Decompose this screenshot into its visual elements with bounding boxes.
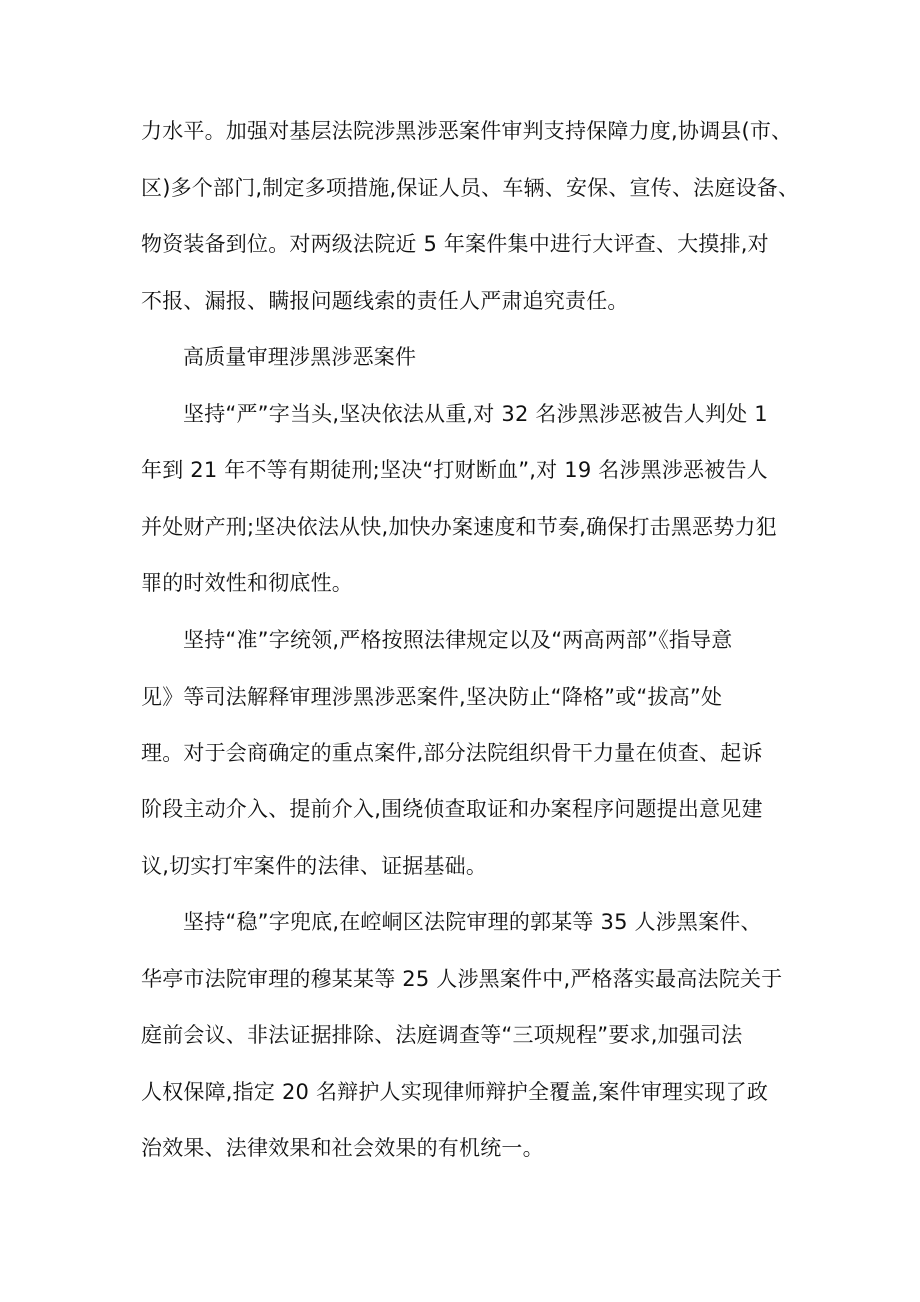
text-line: 理。对于会商确定的重点案件,部分法院组织骨干力量在侦查、起诉 xyxy=(141,741,763,765)
text-line: 坚持“严”字当头,坚决依法从重,对 32 名涉黑涉恶被告人判处 1 xyxy=(183,402,768,426)
text-line: 力水平。加强对基层法院涉黑涉恶案件审判支持保障力度,协调县(市、 xyxy=(141,119,793,143)
text-line: 庭前会议、非法证据排除、法庭调查等“三项规程”要求,加强司法 xyxy=(141,1023,743,1047)
text-line: 罪的时效性和彻底性。 xyxy=(141,571,353,595)
text-line: 华亭市法院审理的穆某某等 25 人涉黑案件中,严格落实最高法院关于 xyxy=(141,967,783,991)
text-line: 见》等司法解释审理涉黑涉恶案件,坚决防止“降格”或“拔高”处 xyxy=(141,685,723,709)
text-line: 治效果、法律效果和社会效果的有机统一。 xyxy=(141,1136,544,1160)
text-line: 坚持“准”字统领,严格按照法律规定以及“两高两部”《指导意 xyxy=(183,628,733,652)
text-line: 区)多个部门,制定多项措施,保证人员、车辆、安保、宣传、法庭设备、 xyxy=(141,176,800,200)
text-line: 人权保障,指定 20 名辩护人实现律师辩护全覆盖,案件审理实现了政 xyxy=(141,1080,769,1104)
text-line: 不报、漏报、瞒报问题线索的责任人严肃追究责任。 xyxy=(141,289,629,313)
text-line: 年到 21 年不等有期徒刑;坚决“打财断血”,对 19 名涉黑涉恶被告人 xyxy=(141,458,768,482)
text-line: 议,切实打牢案件的法律、证据基础。 xyxy=(141,854,488,878)
text-line: 并处财产刑;坚决依法从快,加快办案速度和节奏,确保打击黑恶势力犯 xyxy=(141,515,777,539)
text-line: 坚持“稳”字兜底,在崆峒区法院审理的郭某等 35 人涉黑案件、 xyxy=(183,910,762,934)
section-heading: 高质量审理涉黑涉恶案件 xyxy=(183,345,417,369)
text-line: 物资装备到位。对两级法院近 5 年案件集中进行大评查、大摸排,对 xyxy=(141,232,769,256)
text-line: 阶段主动介入、提前介入,围绕侦查取证和办案程序问题提出意见建 xyxy=(141,797,763,821)
